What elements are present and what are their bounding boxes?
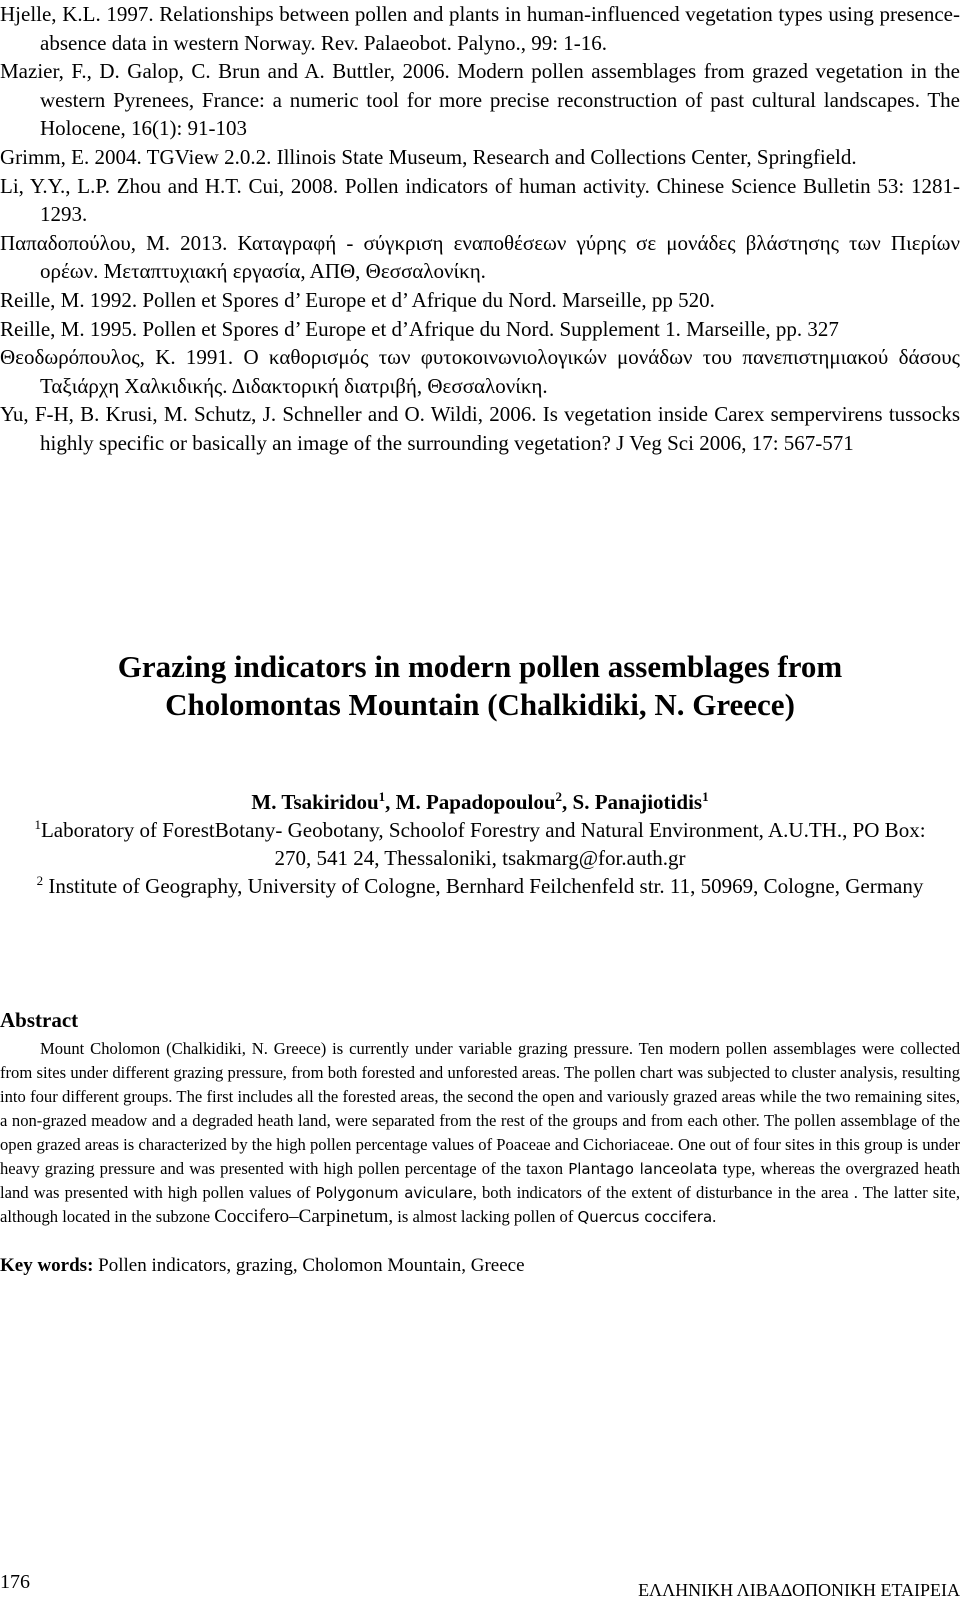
reference-entry: Yu, F-H, B. Krusi, M. Schutz, J. Schneller and O. Wildi, 2006. Is vegetation inside Carex sempervirens tussocks highly specific or basically an image of the surrounding vegetation? J Veg Sci 2006, 17: 567-571 [0, 402, 960, 455]
affiliation-text: Laboratory of ForestBotany- Geobotany, Schoolof Forestry and Natural Environment, A.U.TH., PO Box: 270, 541 24, Thessaloniki, tsakmarg@for.auth.gr [40, 818, 926, 870]
abstract-body [0, 1037, 960, 1229]
author-affiliation-mark: 2 [555, 789, 563, 804]
taxon-name: Quercus coccifera [577, 1208, 713, 1226]
abstract-text-segment: type, whereas the overgrazed heath land was presented with high pollen values of [0, 1159, 960, 1202]
affiliation-mark: 2 [36, 873, 44, 888]
author-separator: , [562, 790, 573, 814]
reference-entry: Grimm, E. 2004. TGView 2.0.2. Illinois State Museum, Research and Collections Center, Springfield. [0, 144, 857, 169]
reference-entry: Li, Y.Y., L.P. Zhou and H.T. Cui, 2008. Pollen indicators of human activity. Chinese Science Bulletin 53: 1281-1293. [0, 173, 960, 227]
author-separator: , [385, 790, 396, 814]
author-name: M. Papadopoulou [395, 790, 556, 814]
paper-title-line: Grazing indicators in modern pollen assemblages from [117, 649, 843, 684]
keywords-label: Key words: [0, 1255, 94, 1276]
affiliation-mark: 1 [34, 817, 41, 832]
abstract-heading: Abstract [0, 1008, 79, 1032]
author-name: S. Panajiotidis [572, 790, 703, 814]
abstract-text-segment: Mount Cholomon (Chalkidiki, N. Greece) is currently under variable grazing pressure. Ten modern pollen assemblages were collected from sites under different grazing pressure, from both forested and unforested areas. The pollen chart was subjected to cluster analysis, resulting into four different groups. The first includes all the forested areas, the second the open and variously grazed areas while the two remaining sites, a non-grazed meadow and a degraded heath land, were separated from the rest of the groups and from each other. The pollen assemblage of the open grazed areas is characterized by the high pollen percentage values of Poaceae and Cichoriaceae. One out of four sites in this group is under heavy grazing pressure and was presented with high pollen percentage of the taxon [0, 1039, 960, 1178]
affiliation [0, 816, 960, 872]
author-name: M. Tsakiridou [251, 790, 379, 814]
abstract-text-segment: is almost lacking pollen of [393, 1207, 578, 1226]
author-affiliation-mark: 1 [702, 789, 709, 804]
taxon-name: Polygonum aviculare [315, 1184, 473, 1202]
abstract-text-segment: . [712, 1207, 717, 1226]
affiliation-list [0, 816, 960, 900]
author-affiliation-mark: 1 [378, 789, 386, 804]
reference-entry: Reille, M. 1992. Pollen et Spores d’ Europe et d’ Afrique du Nord. Marseille, pp 520. [0, 287, 715, 312]
abstract-text-segment: , both indicators of the extent of disturbance in the area . The latter site, although located in the subzone [0, 1183, 960, 1226]
society-footer: ΕΛΛΗΝΙΚΗ ΛΙΒΑΔΟΠΟΝΙΚΗ ΕΤΑΙΡΕΙΑ [638, 1580, 960, 1600]
keywords-text: Pollen indicators, grazing, Cholomon Mountain, Greece [93, 1255, 525, 1276]
paper-title [0, 648, 960, 724]
reference-entry: Θεοδωρόπουλος, Κ. 1991. Ο καθορισμός των φυτοκοινωνιολογικών μονάδων του πανεπιστημιακού δάσους Ταξιάρχη Χαλκιδικής. Διδακτορική διατριβή, Θεσσαλονίκη. [0, 345, 960, 398]
taxon-name: Plantago lanceolata [568, 1160, 718, 1178]
vegetation-association: Coccifero–Carpinetum, [214, 1206, 394, 1227]
reference-list [0, 0, 960, 458]
reference-entry: Reille, M. 1995. Pollen et Spores d’ Europe et d’Afrique du Nord. Supplement 1. Marseille, pp. 327 [0, 316, 839, 341]
reference-entry: Παπαδοπούλου, Μ. 2013. Καταγραφή - σύγκριση εναποθέσεων γύρης σε μονάδες βλάστησης των Πιερίων ορέων. Μεταπτυχιακή εργασία, ΑΠΘ, Θεσσαλονίκη. [0, 230, 960, 284]
paper-title-line: Cholomontas Mountain (Chalkidiki, N. Greece) [165, 687, 795, 722]
page-number: 176 [0, 1571, 30, 1593]
affiliation-text: Institute of Geography, University of Cologne, Bernhard Feilchenfeld str. 11, 50969, Cologne, Germany [43, 874, 924, 898]
keywords [0, 1253, 960, 1279]
affiliation [0, 872, 960, 900]
reference-entry: Hjelle, K.L. 1997. Relationships between pollen and plants in human-influenced vegetation types using presence-absence data in western Norway. Rev. Palaeobot. Palyno., 99: 1-16. [0, 2, 960, 55]
author-list [0, 788, 960, 816]
reference-entry: Mazier, F., D. Galop, C. Brun and A. Buttler, 2006. Modern pollen assemblages from grazed vegetation in the western Pyrenees, France: a numeric tool for more precise reconstruction of past cultural landscapes. The Holocene, 16(1): 91-103 [0, 59, 960, 141]
